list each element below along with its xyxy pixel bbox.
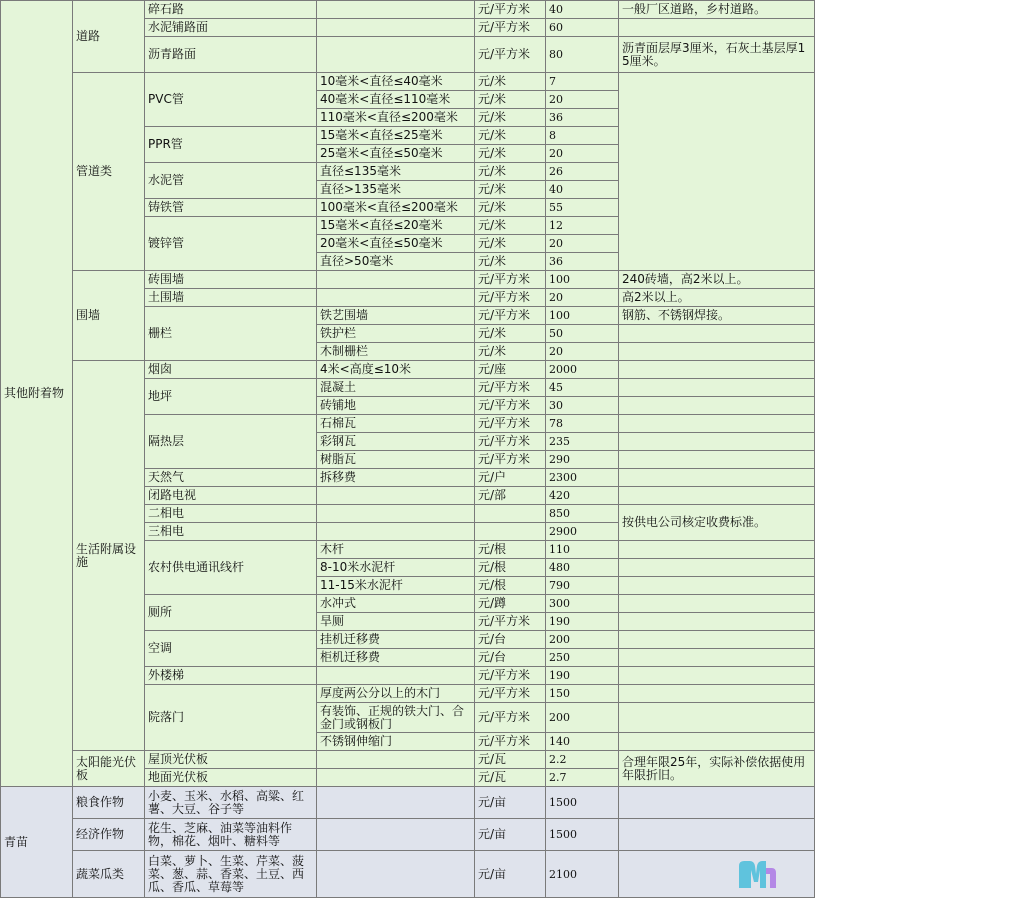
unit-cell: 元/米: [475, 253, 546, 271]
subcategory-cell: 蔬菜瓜类: [73, 851, 145, 898]
unit-cell: 元/平方米: [475, 415, 546, 433]
price-cell: 850: [546, 505, 619, 523]
unit-cell: 元/米: [475, 343, 546, 361]
spec-cell: 木制栅栏: [317, 343, 475, 361]
spec-cell: 4米<高度≤10米: [317, 361, 475, 379]
spec-cell: [317, 851, 475, 898]
price-cell: 50: [546, 325, 619, 343]
spec-cell: [317, 819, 475, 851]
unit-cell: 元/米: [475, 127, 546, 145]
note-cell: [619, 541, 815, 559]
table-row: [1, 271, 815, 289]
item-cell: PVC管: [145, 73, 317, 127]
unit-cell: 元/平方米: [475, 451, 546, 469]
price-cell: 1500: [546, 787, 619, 819]
note-cell: [619, 73, 815, 271]
table-row: [1, 787, 815, 819]
price-cell: 2100: [546, 851, 619, 898]
item-cell: 屋顶光伏板: [145, 751, 317, 769]
note-cell: 合理年限25年，实际补偿依据使用年限折旧。: [619, 751, 815, 787]
note-cell: [619, 433, 815, 451]
unit-cell: 元/平方米: [475, 1, 546, 19]
unit-cell: 元/米: [475, 181, 546, 199]
spec-cell: 树脂瓦: [317, 451, 475, 469]
price-cell: 55: [546, 199, 619, 217]
table-row: [1, 1, 815, 19]
note-cell: 按供电公司核定收费标准。: [619, 505, 815, 541]
note-cell: [619, 851, 815, 898]
item-cell: 天然气: [145, 469, 317, 487]
unit-cell: 元/平方米: [475, 379, 546, 397]
unit-cell: 元/台: [475, 649, 546, 667]
item-cell: 地坪: [145, 379, 317, 415]
price-cell: 140: [546, 733, 619, 751]
price-cell: 300: [546, 595, 619, 613]
unit-cell: 元/平方米: [475, 703, 546, 733]
item-cell: 外楼梯: [145, 667, 317, 685]
spec-cell: 柜机迁移费: [317, 649, 475, 667]
spec-cell: 彩钢瓦: [317, 433, 475, 451]
price-cell: 40: [546, 181, 619, 199]
table-row: [1, 73, 815, 91]
spec-cell: 110毫米<直径≤200毫米: [317, 109, 475, 127]
category-cell: 其他附着物: [1, 1, 73, 787]
unit-cell: 元/米: [475, 145, 546, 163]
price-cell: 2300: [546, 469, 619, 487]
note-cell: [619, 703, 815, 733]
price-cell: 150: [546, 685, 619, 703]
price-cell: 20: [546, 343, 619, 361]
unit-cell: [475, 523, 546, 541]
price-cell: 1500: [546, 819, 619, 851]
note-cell: 240砖墙，高2米以上。: [619, 271, 815, 289]
unit-cell: 元/米: [475, 325, 546, 343]
price-cell: 235: [546, 433, 619, 451]
subcategory-cell: 经济作物: [73, 819, 145, 851]
table-row: [1, 851, 815, 898]
note-cell: [619, 613, 815, 631]
spec-cell: 有装饰、正规的铁大门、合金门或钢板门: [317, 703, 475, 733]
spec-cell: [317, 787, 475, 819]
note-cell: [619, 379, 815, 397]
spec-cell: 25毫米<直径≤50毫米: [317, 145, 475, 163]
unit-cell: 元/米: [475, 217, 546, 235]
subcategory-cell: 道路: [73, 1, 145, 73]
unit-cell: 元/平方米: [475, 19, 546, 37]
subcategory-cell: 围墙: [73, 271, 145, 361]
unit-cell: 元/瓦: [475, 769, 546, 787]
price-cell: 36: [546, 109, 619, 127]
note-cell: [619, 469, 815, 487]
note-cell: [619, 819, 815, 851]
item-cell: 二相电: [145, 505, 317, 523]
item-cell: 土围墙: [145, 289, 317, 307]
app-logo-icon: [736, 858, 778, 897]
item-cell: 隔热层: [145, 415, 317, 469]
spec-cell: [317, 751, 475, 769]
note-cell: [619, 787, 815, 819]
price-cell: 7: [546, 73, 619, 91]
spec-cell: 铁护栏: [317, 325, 475, 343]
subcategory-cell: 太阳能光伏板: [73, 751, 145, 787]
price-cell: 190: [546, 613, 619, 631]
category-cell: 青苗: [1, 787, 73, 898]
price-cell: 78: [546, 415, 619, 433]
price-cell: 250: [546, 649, 619, 667]
spec-cell: 铁艺围墙: [317, 307, 475, 325]
price-cell: 100: [546, 307, 619, 325]
price-cell: 190: [546, 667, 619, 685]
unit-cell: 元/平方米: [475, 397, 546, 415]
unit-cell: 元/平方米: [475, 37, 546, 73]
price-cell: 30: [546, 397, 619, 415]
note-cell: [619, 487, 815, 505]
price-cell: 80: [546, 37, 619, 73]
price-cell: 20: [546, 91, 619, 109]
item-cell: 空调: [145, 631, 317, 667]
price-cell: 2.2: [546, 751, 619, 769]
spec-cell: [317, 271, 475, 289]
spec-cell: [317, 667, 475, 685]
spec-cell: 直径>135毫米: [317, 181, 475, 199]
note-cell: 高2米以上。: [619, 289, 815, 307]
price-cell: 8: [546, 127, 619, 145]
spec-cell: [317, 769, 475, 787]
item-cell: 沥青路面: [145, 37, 317, 73]
note-cell: [619, 649, 815, 667]
note-cell: 沥青面层厚3厘米，石灰土基层厚15厘米。: [619, 37, 815, 73]
unit-cell: 元/座: [475, 361, 546, 379]
note-cell: 钢筋、不锈钢焊接。: [619, 307, 815, 325]
note-cell: [619, 631, 815, 649]
unit-cell: 元/户: [475, 469, 546, 487]
note-cell: [619, 361, 815, 379]
note-cell: [619, 343, 815, 361]
unit-cell: 元/部: [475, 487, 546, 505]
spec-cell: 拆移费: [317, 469, 475, 487]
unit-cell: 元/亩: [475, 819, 546, 851]
price-cell: 2.7: [546, 769, 619, 787]
price-cell: 60: [546, 19, 619, 37]
spec-cell: 8-10米水泥杆: [317, 559, 475, 577]
spec-cell: [317, 505, 475, 523]
spec-cell: 水冲式: [317, 595, 475, 613]
unit-cell: 元/平方米: [475, 433, 546, 451]
item-cell: 烟囱: [145, 361, 317, 379]
spec-cell: 砖铺地: [317, 397, 475, 415]
note-cell: [619, 577, 815, 595]
note-cell: [619, 325, 815, 343]
unit-cell: 元/蹲: [475, 595, 546, 613]
price-cell: 420: [546, 487, 619, 505]
subcategory-cell: 生活附属设施: [73, 361, 145, 751]
item-cell: 镀锌管: [145, 217, 317, 271]
spec-cell: [317, 37, 475, 73]
price-cell: 200: [546, 703, 619, 733]
table-row: [1, 361, 815, 379]
unit-cell: 元/平方米: [475, 289, 546, 307]
unit-cell: 元/平方米: [475, 685, 546, 703]
spec-cell: [317, 19, 475, 37]
note-cell: [619, 559, 815, 577]
unit-cell: 元/米: [475, 109, 546, 127]
price-cell: 480: [546, 559, 619, 577]
unit-cell: 元/平方米: [475, 667, 546, 685]
price-cell: 2000: [546, 361, 619, 379]
unit-cell: 元/米: [475, 199, 546, 217]
price-cell: 26: [546, 163, 619, 181]
spec-cell: 40毫米<直径≤110毫米: [317, 91, 475, 109]
spec-cell: 15毫米<直径≤20毫米: [317, 217, 475, 235]
unit-cell: 元/米: [475, 163, 546, 181]
item-cell: 水泥管: [145, 163, 317, 199]
unit-cell: 元/根: [475, 541, 546, 559]
price-cell: 12: [546, 217, 619, 235]
unit-cell: 元/台: [475, 631, 546, 649]
spec-cell: [317, 1, 475, 19]
note-cell: [619, 685, 815, 703]
spec-cell: 木杆: [317, 541, 475, 559]
spec-cell: 10毫米<直径≤40毫米: [317, 73, 475, 91]
unit-cell: 元/米: [475, 235, 546, 253]
spec-cell: 直径≤135毫米: [317, 163, 475, 181]
note-cell: [619, 667, 815, 685]
unit-cell: 元/平方米: [475, 271, 546, 289]
table-row: [1, 819, 815, 851]
item-cell: 小麦、玉米、水稻、高粱、红薯、大豆、谷子等: [145, 787, 317, 819]
item-cell: 院落门: [145, 685, 317, 751]
note-cell: [619, 19, 815, 37]
price-cell: 200: [546, 631, 619, 649]
unit-cell: 元/亩: [475, 851, 546, 898]
spec-cell: 100毫米<直径≤200毫米: [317, 199, 475, 217]
unit-cell: 元/米: [475, 91, 546, 109]
unit-cell: 元/米: [475, 73, 546, 91]
group-seedlings: [1, 787, 815, 898]
price-cell: 36: [546, 253, 619, 271]
price-cell: 20: [546, 289, 619, 307]
spec-cell: 不锈钢伸缩门: [317, 733, 475, 751]
item-cell: 铸铁管: [145, 199, 317, 217]
unit-cell: 元/平方米: [475, 613, 546, 631]
spec-cell: 11-15米水泥杆: [317, 577, 475, 595]
unit-cell: 元/平方米: [475, 733, 546, 751]
item-cell: PPR管: [145, 127, 317, 163]
spec-cell: [317, 487, 475, 505]
note-cell: [619, 595, 815, 613]
spec-cell: [317, 289, 475, 307]
item-cell: 水泥铺路面: [145, 19, 317, 37]
spec-cell: [317, 523, 475, 541]
subcategory-cell: 管道类: [73, 73, 145, 271]
price-cell: 20: [546, 235, 619, 253]
spec-cell: 旱厕: [317, 613, 475, 631]
unit-cell: [475, 505, 546, 523]
unit-cell: 元/平方米: [475, 307, 546, 325]
spec-cell: 厚度两公分以上的木门: [317, 685, 475, 703]
spec-cell: 15毫米<直径≤25毫米: [317, 127, 475, 145]
item-cell: 花生、芝麻、油菜等油料作物，棉花、烟叶、糖料等: [145, 819, 317, 851]
item-cell: 砖围墙: [145, 271, 317, 289]
item-cell: 白菜、萝卜、生菜、芹菜、菠菜、葱、蒜、香菜、土豆、西瓜、香瓜、草莓等: [145, 851, 317, 898]
table-row: [1, 751, 815, 769]
price-cell: 790: [546, 577, 619, 595]
item-cell: 闭路电视: [145, 487, 317, 505]
unit-cell: 元/亩: [475, 787, 546, 819]
item-cell: 碎石路: [145, 1, 317, 19]
note-cell: [619, 733, 815, 751]
unit-cell: 元/根: [475, 559, 546, 577]
note-cell: [619, 451, 815, 469]
spec-cell: 挂机迁移费: [317, 631, 475, 649]
price-cell: 2900: [546, 523, 619, 541]
item-cell: 厕所: [145, 595, 317, 631]
item-cell: 栅栏: [145, 307, 317, 361]
price-cell: 110: [546, 541, 619, 559]
note-cell: [619, 415, 815, 433]
item-cell: 地面光伏板: [145, 769, 317, 787]
price-cell: 20: [546, 145, 619, 163]
price-cell: 290: [546, 451, 619, 469]
price-cell: 100: [546, 271, 619, 289]
spec-cell: 20毫米<直径≤50毫米: [317, 235, 475, 253]
note-cell: [619, 397, 815, 415]
price-cell: 40: [546, 1, 619, 19]
spec-cell: 混凝土: [317, 379, 475, 397]
unit-cell: 元/瓦: [475, 751, 546, 769]
subcategory-cell: 粮食作物: [73, 787, 145, 819]
spec-cell: 直径>50毫米: [317, 253, 475, 271]
group-other-attachments: [1, 1, 815, 787]
spec-cell: 石棉瓦: [317, 415, 475, 433]
unit-cell: 元/根: [475, 577, 546, 595]
item-cell: 三相电: [145, 523, 317, 541]
note-cell: 一般厂区道路，乡村道路。: [619, 1, 815, 19]
price-cell: 45: [546, 379, 619, 397]
item-cell: 农村供电通讯线杆: [145, 541, 317, 595]
